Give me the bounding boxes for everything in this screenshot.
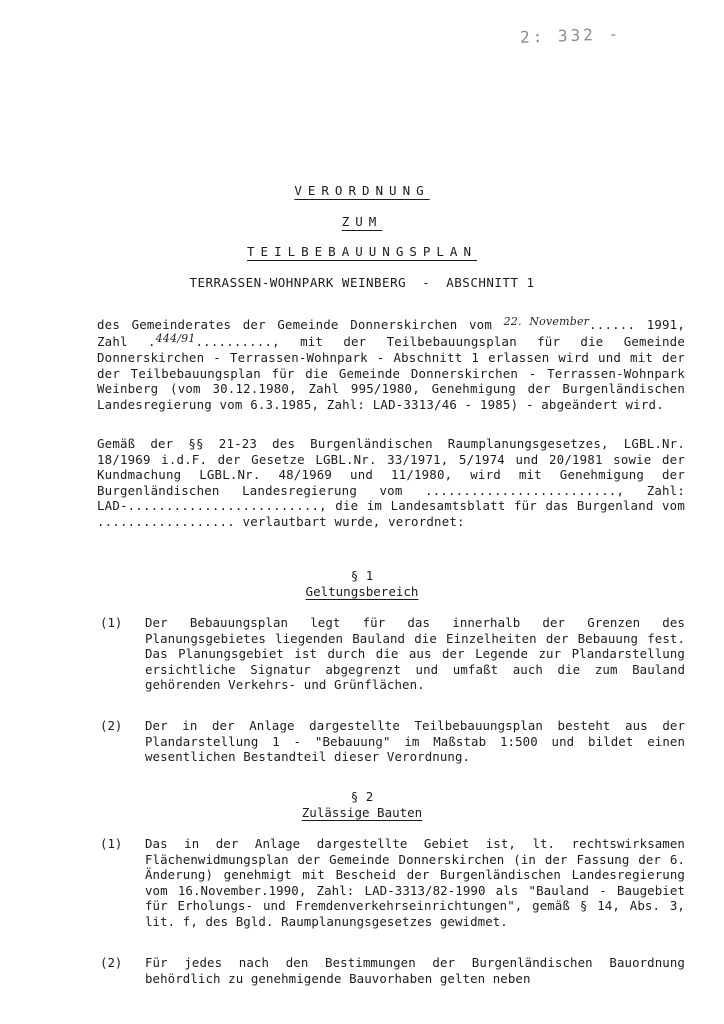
section-2-title: Zulässige Bauten	[301, 805, 423, 820]
intro-text-start: des Gemeinderates der Gemeinde Donnerskirchen vom	[97, 317, 504, 332]
item-text: Der in der Anlage dargestellte Teilbebauungsplan besteht aus der Plandarstellung 1 - "Bebauung" im Maßstab 1:500 und bildet einen wesentlichen Bestandteil dieser Verordnung.	[145, 718, 685, 765]
item-text: Das in der Anlage dargestellte Gebiet ist, lt. rechtswirksamen Flächenwidmungsplan der Gemeinde Donnerskirchen (in der Fassung der 6. Änderung) genehmigt mit Bescheid der Burgenländischen Landesregierung vom 16.November.1990, Zahl: LAD-3313/82-1990 als "Bauland - Baugebiet für Erholungs- und Fremdenverkehrseinrichtungen", gemäß § 14, Abs. 3, lit. f, des Bgld. Raumplanungsgesetzes gewidmet.	[145, 836, 685, 929]
document-subtitle: TERRASSEN-WOHNPARK WEINBERG - ABSCHNITT 1	[189, 275, 535, 290]
title-verordnung: VERORDNUNG	[294, 183, 430, 198]
legal-basis-paragraph: Gemäß der §§ 21-23 des Burgenländischen Raumplanungsgesetzes, LGBL.Nr. 18/1969 i.d.F. der Gesetze LGBL.Nr. 33/1971, 5/1974 und 20/1981 sowie der Kundmachung LGBL.Nr. 48/1969 und 11/1980, wird mit Genehmigung der Burgenländischen Landesregierung vom ........................., Zahl: LAD-........................., die im Landesamtsblatt für das Burgenland vom .................. verlautbart wurde, verordnet:	[97, 436, 685, 529]
section-1-number: § 1	[350, 568, 374, 583]
handwritten-date: 22. November	[503, 315, 590, 328]
section-2-number: § 2	[350, 789, 374, 804]
intro-text-rest: .........., mit der Teilbebauungsplan für die Gemeinde Donnerskirchen - Terrassen-Wohnpark - Abschnitt 1 erlassen wird und mit der der Teilbebauungsplan für die Gemeinde Donnerskirchen - Terrassen-Wohnpark Weinberg (vom 30.12.1980, Zahl 995/1980, Genehmigung der Burgenländischen Landesregierung vom 6.3.1985, Zahl: LAD-3313/46 - 1985) - abgeändert wird.	[97, 333, 685, 412]
title-zum: ZUM	[341, 214, 383, 229]
archive-stamp: 2: 332 -	[519, 24, 622, 47]
intro-text-year: ...... 1991, Zahl .	[97, 317, 685, 349]
item-text: Für jedes nach den Bestimmungen der Burgenländischen Bauordnung behördlich zu genehmigende Bauvorhaben gelten neben	[145, 955, 685, 986]
item-number: (1)	[100, 615, 123, 630]
title-teilbebauungsplan: TEILBEBAUUNGSPLAN	[247, 244, 477, 259]
item-number: (1)	[100, 836, 123, 851]
item-text: Der Bebauungsplan legt für das innerhalb der Grenzen des Planungsgebietes liegenden Bauland die Einzelheiten der Bebauung fest. Das Planungsgebiet ist durch die aus der Legende zur Plandarstellung ersichtliche Signatur abgegrenzt und umfaßt auch die zum Bauland gehörenden Verkehrs- und Grünflächen.	[145, 615, 685, 693]
section-1-title: Geltungsbereich	[305, 584, 419, 599]
item-number: (2)	[100, 955, 123, 970]
handwritten-zahl: 444/91	[155, 331, 196, 345]
intro-paragraph	[97, 317, 685, 413]
item-number: (2)	[100, 718, 123, 733]
